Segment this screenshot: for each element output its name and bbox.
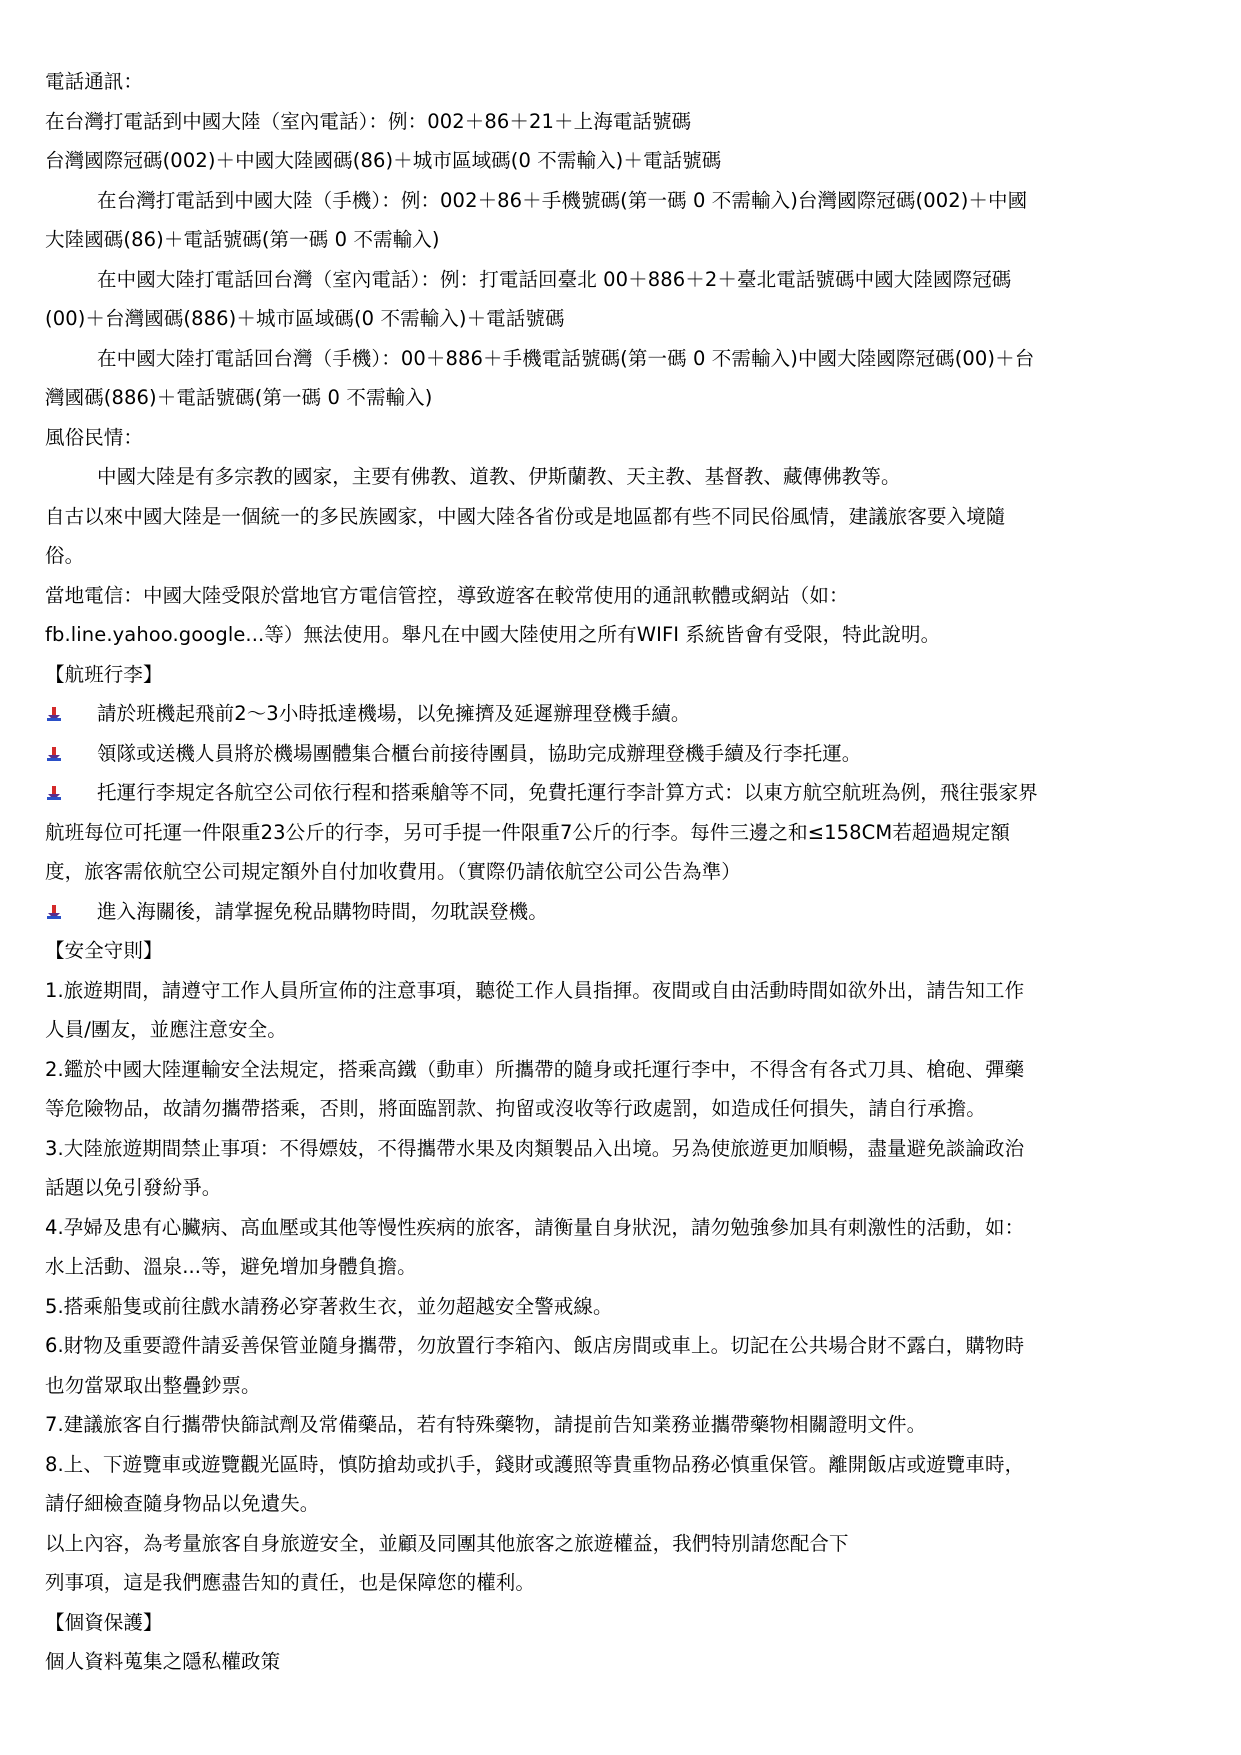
line-text: 1.旅遊期間，請遵守工作人員所宣佈的注意事項，聽從工作人員指揮。夜間或自由活動時間如欲外出，請告知工作 — [45, 978, 1025, 1002]
indented-paragraph-line — [45, 260, 1205, 300]
paragraph-line — [45, 931, 1205, 971]
line-text: 以上內容，為考量旅客自身旅遊安全，並顧及同團其他旅客之旅遊權益，我們特別請您配合下 — [45, 1531, 849, 1555]
line-text: 【個資保護】 — [45, 1610, 163, 1634]
line-text: 也勿當眾取出整疊鈔票。 — [45, 1373, 261, 1397]
line-text: 話題以免引發紛爭。 — [45, 1176, 222, 1199]
line-text: 3.大陸旅遊期間禁止事項：不得嫖妓，不得攜帶水果及肉類製品入出境。另為使旅遊更加順暢，盡量避免談論政治 — [45, 1136, 1025, 1160]
paragraph-line — [45, 1484, 1205, 1524]
paragraph-line — [45, 1208, 1205, 1248]
paragraph-line — [45, 1366, 1205, 1406]
line-text: 個人資料蒐集之隱私權政策 — [45, 1650, 281, 1673]
bullet-list-item — [45, 734, 1205, 774]
paragraph-line — [45, 1563, 1205, 1603]
line-text: 俗。 — [45, 544, 85, 567]
paragraph-line — [45, 1129, 1205, 1169]
line-text: 【航班行李】 — [45, 662, 163, 686]
paragraph-line — [45, 1010, 1205, 1050]
paragraph-line — [45, 1445, 1205, 1485]
line-text: 請仔細檢查隨身物品以免遺失。 — [45, 1492, 320, 1515]
line-text: 在台灣打電話到中國大陸（室內電話）：例：002＋86＋21＋上海電話號碼 — [45, 109, 692, 133]
line-text: 大陸國碼(86)＋電話號碼(第一碼 0 不需輸入) — [45, 228, 440, 251]
line-text: fb.line.yahoo.google...等）無法使用。舉凡在中國大陸使用之所有WIFI 系統皆會有受限，特此說明。 — [45, 623, 941, 646]
line-text: 6.財物及重要證件請妥善保管並隨身攜帶，勿放置行李箱內、飯店房間或車上。切記在公共場合財不露白，購物時 — [45, 1334, 1025, 1357]
paragraph-line — [45, 1642, 1205, 1682]
bullet-list-item — [45, 773, 1205, 813]
arrow-bullet-icon — [45, 904, 63, 920]
document-body — [45, 62, 1205, 1682]
paragraph-line — [45, 576, 1205, 616]
indented-paragraph-line — [45, 457, 1205, 497]
line-text: 等危險物品，故請勿攜帶搭乘，否則，將面臨罰款、拘留或沒收等行政處罰，如造成任何損失，請自行承擔。 — [45, 1097, 986, 1120]
paragraph-line — [45, 497, 1205, 537]
paragraph-line — [45, 1247, 1205, 1287]
line-text: 灣國碼(886)＋電話號碼(第一碼 0 不需輸入) — [45, 386, 433, 409]
paragraph-line — [45, 852, 1205, 892]
line-text: 電話通訊： — [45, 70, 144, 93]
paragraph-line — [45, 378, 1205, 418]
line-text: 進入海關後，請掌握免稅品購物時間，勿耽誤登機。 — [97, 899, 548, 923]
paragraph-line — [45, 1524, 1205, 1564]
paragraph-line — [45, 1287, 1205, 1327]
line-text: 風俗民情： — [45, 425, 144, 449]
arrow-bullet-icon — [45, 746, 63, 762]
paragraph-line — [45, 536, 1205, 576]
paragraph-line — [45, 1089, 1205, 1129]
paragraph-line — [45, 1050, 1205, 1090]
paragraph-line — [45, 62, 1205, 102]
line-text: 【安全守則】 — [45, 939, 163, 962]
paragraph-line — [45, 615, 1205, 655]
paragraph-line — [45, 1405, 1205, 1445]
line-text: 自古以來中國大陸是一個統一的多民族國家，中國大陸各省份或是地區都有些不同民俗風情，建議旅客要入境隨 — [45, 504, 1006, 528]
paragraph-line — [45, 220, 1205, 260]
indented-paragraph-line — [45, 181, 1205, 221]
line-text: 台灣國際冠碼(002)＋中國大陸國碼(86)＋城市區域碼(0 不需輸入)＋電話號碼 — [45, 149, 722, 172]
line-text: 請於班機起飛前2～3小時抵達機場，以免擁擠及延遲辦理登機手續。 — [97, 702, 691, 725]
paragraph-line — [45, 1603, 1205, 1643]
line-text: 列事項，這是我們應盡告知的責任，也是保障您的權利。 — [45, 1571, 536, 1594]
line-text: 航班每位可托運一件限重23公斤的行李，另可手提一件限重7公斤的行李。每件三邊之和≤158CM若超過規定額 — [45, 820, 1010, 844]
line-text: 5.搭乘船隻或前往戲水請務必穿著救生衣，並勿超越安全警戒線。 — [45, 1294, 613, 1318]
line-text: 4.孕婦及患有心臟病、高血壓或其他等慢性疾病的旅客，請衡量自身狀況，請勿勉強參加具有刺激性的活動，如： — [45, 1215, 1025, 1239]
line-text: (00)＋台灣國碼(886)＋城市區域碼(0 不需輸入)＋電話號碼 — [45, 307, 565, 330]
line-text: 中國大陸是有多宗教的國家，主要有佛教、道教、伊斯蘭教、天主教、基督教、藏傳佛教等。 — [97, 465, 901, 488]
line-text: 7.建議旅客自行攜帶快篩試劑及常備藥品，若有特殊藥物，請提前告知業務並攜帶藥物相關證明文件。 — [45, 1413, 927, 1436]
line-text: 托運行李規定各航空公司依行程和搭乘艙等不同，免費托運行李計算方式：以東方航空航班為例，飛往張家界 — [97, 781, 1038, 804]
line-text: 度，旅客需依航空公司規定額外自付加收費用。（實際仍請依航空公司公告為準） — [45, 860, 741, 883]
arrow-bullet-icon — [45, 706, 63, 722]
paragraph-line — [45, 141, 1205, 181]
line-text: 在台灣打電話到中國大陸（手機）：例：002＋86＋手機號碼(第一碼 0 不需輸入)台灣國際冠碼(002)＋中國 — [97, 188, 1028, 212]
paragraph-line — [45, 1326, 1205, 1366]
paragraph-line — [45, 418, 1205, 458]
paragraph-line — [45, 813, 1205, 853]
line-text: 當地電信：中國大陸受限於當地官方電信管控，導致遊客在較常使用的通訊軟體或網站（如： — [45, 583, 849, 607]
line-text: 2.鑑於中國大陸運輸安全法規定，搭乘高鐵（動車）所攜帶的隨身或托運行李中，不得含有各式刀具、槍砲、彈藥 — [45, 1057, 1025, 1081]
line-text: 在中國大陸打電話回台灣（手機）：00＋886＋手機電話號碼(第一碼 0 不需輸入)中國大陸國際冠碼(00)＋台 — [97, 346, 1035, 370]
bullet-list-item — [45, 694, 1205, 734]
paragraph-line — [45, 971, 1205, 1011]
indented-paragraph-line — [45, 339, 1205, 379]
line-text: 在中國大陸打電話回台灣（室內電話）：例：打電話回臺北 00＋886＋2＋臺北電話號碼中國大陸國際冠碼 — [97, 267, 1012, 291]
paragraph-line — [45, 102, 1205, 142]
paragraph-line — [45, 299, 1205, 339]
paragraph-line — [45, 1168, 1205, 1208]
line-text: 領隊或送機人員將於機場團體集合櫃台前接待團員，協助完成辦理登機手續及行李托運。 — [97, 741, 862, 765]
line-text: 人員/團友，並應注意安全。 — [45, 1018, 287, 1041]
paragraph-line — [45, 655, 1205, 695]
line-text: 8.上、下遊覽車或遊覽觀光區時，慎防搶劫或扒手，錢財或護照等貴重物品務必慎重保管。離開飯店或遊覽車時， — [45, 1452, 1025, 1476]
line-text: 水上活動、溫泉...等，避免增加身體負擔。 — [45, 1255, 417, 1278]
bullet-list-item — [45, 892, 1205, 932]
arrow-bullet-icon — [45, 785, 63, 801]
